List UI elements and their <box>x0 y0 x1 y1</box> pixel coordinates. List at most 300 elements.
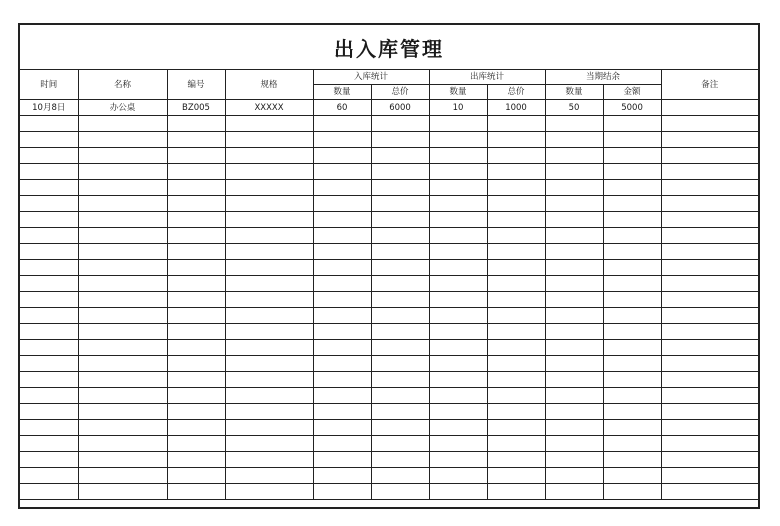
empty-cell[interactable] <box>429 276 487 292</box>
empty-cell[interactable] <box>167 324 225 340</box>
table-cell[interactable]: 50 <box>545 100 603 116</box>
table-cell[interactable] <box>661 100 758 116</box>
table-row <box>20 100 758 116</box>
empty-table-row <box>20 308 758 324</box>
empty-cell[interactable] <box>78 324 167 340</box>
empty-cell[interactable] <box>545 420 603 436</box>
empty-cell[interactable] <box>20 452 78 468</box>
empty-cell[interactable] <box>603 244 661 260</box>
empty-cell[interactable] <box>20 340 78 356</box>
table-cell[interactable]: 1000 <box>487 100 545 116</box>
empty-cell[interactable] <box>20 276 78 292</box>
header-remark: 备注 <box>661 70 758 100</box>
empty-cell[interactable] <box>371 404 429 420</box>
empty-table-row <box>20 356 758 372</box>
empty-cell[interactable] <box>225 212 313 228</box>
empty-cell[interactable] <box>78 148 167 164</box>
empty-cell[interactable] <box>78 132 167 148</box>
empty-cell[interactable] <box>661 276 758 292</box>
empty-cell[interactable] <box>225 196 313 212</box>
empty-cell[interactable] <box>661 164 758 180</box>
empty-cell[interactable] <box>429 436 487 452</box>
empty-cell[interactable] <box>661 228 758 244</box>
empty-cell[interactable] <box>371 292 429 308</box>
empty-cell[interactable] <box>603 132 661 148</box>
empty-cell[interactable] <box>78 116 167 132</box>
empty-cell[interactable] <box>20 468 78 484</box>
empty-cell[interactable] <box>313 436 371 452</box>
empty-cell[interactable] <box>661 340 758 356</box>
empty-table-row <box>20 340 758 356</box>
empty-cell[interactable] <box>429 244 487 260</box>
empty-cell[interactable] <box>167 372 225 388</box>
empty-cell[interactable] <box>661 372 758 388</box>
empty-cell[interactable] <box>225 484 313 500</box>
empty-cell[interactable] <box>313 468 371 484</box>
empty-cell[interactable] <box>487 228 545 244</box>
empty-cell[interactable] <box>487 468 545 484</box>
empty-cell[interactable] <box>603 260 661 276</box>
empty-cell[interactable] <box>225 388 313 404</box>
empty-cell[interactable] <box>225 292 313 308</box>
empty-cell[interactable] <box>603 180 661 196</box>
empty-cell[interactable] <box>429 148 487 164</box>
empty-cell[interactable] <box>371 468 429 484</box>
empty-cell[interactable] <box>545 308 603 324</box>
empty-cell[interactable] <box>487 196 545 212</box>
empty-cell[interactable] <box>78 436 167 452</box>
empty-cell[interactable] <box>661 244 758 260</box>
empty-cell[interactable] <box>371 228 429 244</box>
empty-cell[interactable] <box>661 148 758 164</box>
empty-cell[interactable] <box>487 164 545 180</box>
inventory-sheet <box>18 23 760 509</box>
empty-cell[interactable] <box>371 116 429 132</box>
empty-cell[interactable] <box>429 324 487 340</box>
empty-cell[interactable] <box>313 308 371 324</box>
empty-table-row <box>20 180 758 196</box>
empty-cell[interactable] <box>167 484 225 500</box>
header-out-total: 总价 <box>487 85 545 100</box>
empty-cell[interactable] <box>313 404 371 420</box>
empty-cell[interactable] <box>487 244 545 260</box>
empty-cell[interactable] <box>603 420 661 436</box>
empty-cell[interactable] <box>429 420 487 436</box>
empty-cell[interactable] <box>313 196 371 212</box>
empty-cell[interactable] <box>487 260 545 276</box>
table-cell[interactable]: 10 <box>429 100 487 116</box>
sheet-title: 出入库管理 <box>20 25 758 70</box>
empty-cell[interactable] <box>78 356 167 372</box>
empty-cell[interactable] <box>603 212 661 228</box>
empty-cell[interactable] <box>225 164 313 180</box>
empty-cell[interactable] <box>661 484 758 500</box>
empty-cell[interactable] <box>371 212 429 228</box>
empty-cell[interactable] <box>167 196 225 212</box>
empty-cell[interactable] <box>167 276 225 292</box>
empty-cell[interactable] <box>487 324 545 340</box>
empty-cell[interactable] <box>545 132 603 148</box>
empty-cell[interactable] <box>487 420 545 436</box>
empty-cell[interactable] <box>78 484 167 500</box>
table-cell[interactable]: XXXXX <box>225 100 313 116</box>
empty-cell[interactable] <box>545 276 603 292</box>
empty-cell[interactable] <box>429 468 487 484</box>
empty-cell[interactable] <box>429 404 487 420</box>
empty-cell[interactable] <box>225 308 313 324</box>
empty-cell[interactable] <box>167 452 225 468</box>
empty-cell[interactable] <box>20 484 78 500</box>
empty-cell[interactable] <box>429 292 487 308</box>
empty-cell[interactable] <box>545 212 603 228</box>
empty-cell[interactable] <box>78 164 167 180</box>
empty-cell[interactable] <box>371 436 429 452</box>
empty-cell[interactable] <box>545 356 603 372</box>
empty-cell[interactable] <box>487 356 545 372</box>
empty-cell[interactable] <box>429 452 487 468</box>
empty-cell[interactable] <box>487 452 545 468</box>
empty-cell[interactable] <box>429 132 487 148</box>
empty-cell[interactable] <box>661 404 758 420</box>
empty-cell[interactable] <box>225 372 313 388</box>
empty-cell[interactable] <box>429 388 487 404</box>
empty-cell[interactable] <box>78 180 167 196</box>
empty-cell[interactable] <box>371 420 429 436</box>
empty-cell[interactable] <box>545 452 603 468</box>
empty-cell[interactable] <box>78 260 167 276</box>
empty-cell[interactable] <box>20 260 78 276</box>
empty-cell[interactable] <box>167 148 225 164</box>
empty-cell[interactable] <box>545 468 603 484</box>
header-in-total: 总价 <box>371 85 429 100</box>
empty-cell[interactable] <box>167 228 225 244</box>
empty-cell[interactable] <box>20 372 78 388</box>
empty-cell[interactable] <box>603 196 661 212</box>
empty-cell[interactable] <box>313 132 371 148</box>
empty-cell[interactable] <box>313 212 371 228</box>
empty-cell[interactable] <box>167 244 225 260</box>
table-cell[interactable]: 10月8日 <box>20 100 78 116</box>
empty-cell[interactable] <box>371 276 429 292</box>
empty-cell[interactable] <box>545 228 603 244</box>
empty-cell[interactable] <box>225 404 313 420</box>
empty-cell[interactable] <box>20 148 78 164</box>
empty-table-row <box>20 148 758 164</box>
empty-cell[interactable] <box>603 228 661 244</box>
empty-cell[interactable] <box>371 356 429 372</box>
empty-cell[interactable] <box>661 132 758 148</box>
header-in-qty: 数量 <box>313 85 371 100</box>
empty-cell[interactable] <box>20 308 78 324</box>
table-cell[interactable]: 5000 <box>603 100 661 116</box>
empty-cell[interactable] <box>313 244 371 260</box>
empty-cell[interactable] <box>661 116 758 132</box>
empty-cell[interactable] <box>78 468 167 484</box>
empty-cell[interactable] <box>225 276 313 292</box>
header-code: 编号 <box>167 70 225 100</box>
empty-cell[interactable] <box>313 388 371 404</box>
empty-cell[interactable] <box>603 468 661 484</box>
empty-cell[interactable] <box>225 324 313 340</box>
empty-cell[interactable] <box>371 452 429 468</box>
empty-cell[interactable] <box>429 180 487 196</box>
empty-cell[interactable] <box>545 180 603 196</box>
empty-cell[interactable] <box>20 436 78 452</box>
empty-cell[interactable] <box>20 164 78 180</box>
empty-cell[interactable] <box>313 356 371 372</box>
empty-cell[interactable] <box>78 404 167 420</box>
empty-cell[interactable] <box>225 132 313 148</box>
empty-cell[interactable] <box>371 148 429 164</box>
empty-cell[interactable] <box>167 164 225 180</box>
empty-cell[interactable] <box>225 148 313 164</box>
empty-cell[interactable] <box>487 372 545 388</box>
empty-cell[interactable] <box>225 436 313 452</box>
empty-cell[interactable] <box>661 260 758 276</box>
empty-cell[interactable] <box>313 292 371 308</box>
empty-cell[interactable] <box>545 196 603 212</box>
empty-cell[interactable] <box>487 212 545 228</box>
empty-cell[interactable] <box>661 452 758 468</box>
empty-cell[interactable] <box>545 372 603 388</box>
header-balance-group: 当期结余 <box>545 70 661 85</box>
empty-cell[interactable] <box>371 260 429 276</box>
empty-cell[interactable] <box>20 180 78 196</box>
empty-cell[interactable] <box>545 324 603 340</box>
empty-cell[interactable] <box>225 116 313 132</box>
header-name: 名称 <box>78 70 167 100</box>
empty-cell[interactable] <box>545 388 603 404</box>
empty-cell[interactable] <box>545 292 603 308</box>
empty-cell[interactable] <box>603 372 661 388</box>
empty-cell[interactable] <box>167 308 225 324</box>
empty-cell[interactable] <box>487 436 545 452</box>
empty-cell[interactable] <box>661 356 758 372</box>
empty-cell[interactable] <box>167 404 225 420</box>
empty-cell[interactable] <box>661 468 758 484</box>
empty-cell[interactable] <box>78 244 167 260</box>
empty-cell[interactable] <box>167 132 225 148</box>
empty-cell[interactable] <box>313 116 371 132</box>
empty-cell[interactable] <box>603 356 661 372</box>
empty-cell[interactable] <box>603 452 661 468</box>
empty-cell[interactable] <box>313 180 371 196</box>
table-cell[interactable]: 6000 <box>371 100 429 116</box>
empty-cell[interactable] <box>313 340 371 356</box>
empty-cell[interactable] <box>167 292 225 308</box>
empty-cell[interactable] <box>661 196 758 212</box>
empty-cell[interactable] <box>487 276 545 292</box>
empty-cell[interactable] <box>603 308 661 324</box>
empty-cell[interactable] <box>313 228 371 244</box>
empty-cell[interactable] <box>20 420 78 436</box>
empty-cell[interactable] <box>371 180 429 196</box>
empty-cell[interactable] <box>661 324 758 340</box>
empty-cell[interactable] <box>20 404 78 420</box>
empty-cell[interactable] <box>313 164 371 180</box>
empty-cell[interactable] <box>545 148 603 164</box>
empty-cell[interactable] <box>429 116 487 132</box>
empty-cell[interactable] <box>487 484 545 500</box>
empty-cell[interactable] <box>603 292 661 308</box>
empty-cell[interactable] <box>661 180 758 196</box>
empty-cell[interactable] <box>225 452 313 468</box>
empty-cell[interactable] <box>371 484 429 500</box>
empty-cell[interactable] <box>225 340 313 356</box>
empty-cell[interactable] <box>20 212 78 228</box>
empty-cell[interactable] <box>429 340 487 356</box>
table-cell[interactable]: BZ005 <box>167 100 225 116</box>
empty-cell[interactable] <box>429 164 487 180</box>
empty-cell[interactable] <box>545 260 603 276</box>
empty-cell[interactable] <box>20 324 78 340</box>
empty-cell[interactable] <box>225 260 313 276</box>
empty-cell[interactable] <box>487 388 545 404</box>
empty-cell[interactable] <box>313 452 371 468</box>
empty-cell[interactable] <box>20 292 78 308</box>
empty-cell[interactable] <box>661 388 758 404</box>
empty-cell[interactable] <box>429 372 487 388</box>
empty-cell[interactable] <box>167 468 225 484</box>
empty-cell[interactable] <box>20 388 78 404</box>
empty-cell[interactable] <box>313 260 371 276</box>
empty-cell[interactable] <box>371 324 429 340</box>
empty-cell[interactable] <box>487 340 545 356</box>
empty-cell[interactable] <box>78 372 167 388</box>
empty-cell[interactable] <box>661 292 758 308</box>
empty-cell[interactable] <box>661 420 758 436</box>
empty-cell[interactable] <box>78 276 167 292</box>
empty-cell[interactable] <box>78 420 167 436</box>
empty-cell[interactable] <box>78 452 167 468</box>
empty-cell[interactable] <box>487 132 545 148</box>
empty-cell[interactable] <box>545 484 603 500</box>
empty-cell[interactable] <box>545 436 603 452</box>
empty-cell[interactable] <box>225 356 313 372</box>
empty-cell[interactable] <box>487 308 545 324</box>
empty-cell[interactable] <box>429 228 487 244</box>
empty-cell[interactable] <box>78 212 167 228</box>
empty-cell[interactable] <box>603 340 661 356</box>
empty-cell[interactable] <box>20 116 78 132</box>
empty-cell[interactable] <box>167 340 225 356</box>
empty-cell[interactable] <box>661 212 758 228</box>
empty-cell[interactable] <box>371 308 429 324</box>
empty-cell[interactable] <box>603 324 661 340</box>
empty-cell[interactable] <box>167 388 225 404</box>
empty-cell[interactable] <box>429 196 487 212</box>
empty-cell[interactable] <box>371 164 429 180</box>
empty-cell[interactable] <box>20 356 78 372</box>
empty-cell[interactable] <box>167 436 225 452</box>
empty-cell[interactable] <box>167 212 225 228</box>
empty-cell[interactable] <box>545 404 603 420</box>
empty-cell[interactable] <box>487 116 545 132</box>
empty-cell[interactable] <box>313 484 371 500</box>
empty-table-row <box>20 468 758 484</box>
empty-cell[interactable] <box>20 228 78 244</box>
table-cell[interactable]: 办公桌 <box>78 100 167 116</box>
empty-cell[interactable] <box>661 308 758 324</box>
empty-cell[interactable] <box>78 340 167 356</box>
empty-table-row <box>20 260 758 276</box>
empty-cell[interactable] <box>603 404 661 420</box>
empty-cell[interactable] <box>371 244 429 260</box>
empty-cell[interactable] <box>167 260 225 276</box>
empty-cell[interactable] <box>371 196 429 212</box>
empty-cell[interactable] <box>661 436 758 452</box>
empty-cell[interactable] <box>371 372 429 388</box>
empty-cell[interactable] <box>313 420 371 436</box>
empty-cell[interactable] <box>20 244 78 260</box>
empty-cell[interactable] <box>487 180 545 196</box>
empty-cell[interactable] <box>603 388 661 404</box>
empty-cell[interactable] <box>545 116 603 132</box>
empty-cell[interactable] <box>429 260 487 276</box>
empty-cell[interactable] <box>545 164 603 180</box>
empty-cell[interactable] <box>371 340 429 356</box>
empty-cell[interactable] <box>371 388 429 404</box>
empty-cell[interactable] <box>603 148 661 164</box>
empty-cell[interactable] <box>20 196 78 212</box>
empty-cell[interactable] <box>78 308 167 324</box>
empty-cell[interactable] <box>78 388 167 404</box>
empty-cell[interactable] <box>603 276 661 292</box>
empty-cell[interactable] <box>20 132 78 148</box>
empty-cell[interactable] <box>167 356 225 372</box>
empty-cell[interactable] <box>429 356 487 372</box>
empty-table-row <box>20 212 758 228</box>
empty-cell[interactable] <box>313 276 371 292</box>
empty-cell[interactable] <box>225 228 313 244</box>
empty-cell[interactable] <box>545 244 603 260</box>
empty-cell[interactable] <box>603 116 661 132</box>
table-header <box>20 70 758 100</box>
empty-cell[interactable] <box>225 180 313 196</box>
empty-cell[interactable] <box>225 420 313 436</box>
empty-cell[interactable] <box>313 372 371 388</box>
empty-cell[interactable] <box>487 404 545 420</box>
empty-table-row <box>20 228 758 244</box>
empty-table-row <box>20 196 758 212</box>
empty-cell[interactable] <box>603 436 661 452</box>
empty-cell[interactable] <box>167 180 225 196</box>
empty-table-row <box>20 436 758 452</box>
empty-table-row <box>20 420 758 436</box>
empty-cell[interactable] <box>487 292 545 308</box>
empty-cell[interactable] <box>78 292 167 308</box>
empty-cell[interactable] <box>603 164 661 180</box>
header-spec: 规格 <box>225 70 313 100</box>
empty-cell[interactable] <box>429 308 487 324</box>
empty-cell[interactable] <box>429 484 487 500</box>
empty-cell[interactable] <box>545 340 603 356</box>
empty-cell[interactable] <box>313 148 371 164</box>
table-cell[interactable]: 60 <box>313 100 371 116</box>
empty-cell[interactable] <box>603 484 661 500</box>
empty-cell[interactable] <box>167 420 225 436</box>
empty-cell[interactable] <box>487 148 545 164</box>
empty-cell[interactable] <box>78 196 167 212</box>
empty-cell[interactable] <box>313 324 371 340</box>
empty-cell[interactable] <box>429 212 487 228</box>
empty-cell[interactable] <box>225 468 313 484</box>
empty-cell[interactable] <box>78 228 167 244</box>
empty-table-row <box>20 244 758 260</box>
empty-cell[interactable] <box>225 244 313 260</box>
empty-cell[interactable] <box>167 116 225 132</box>
empty-cell[interactable] <box>371 132 429 148</box>
